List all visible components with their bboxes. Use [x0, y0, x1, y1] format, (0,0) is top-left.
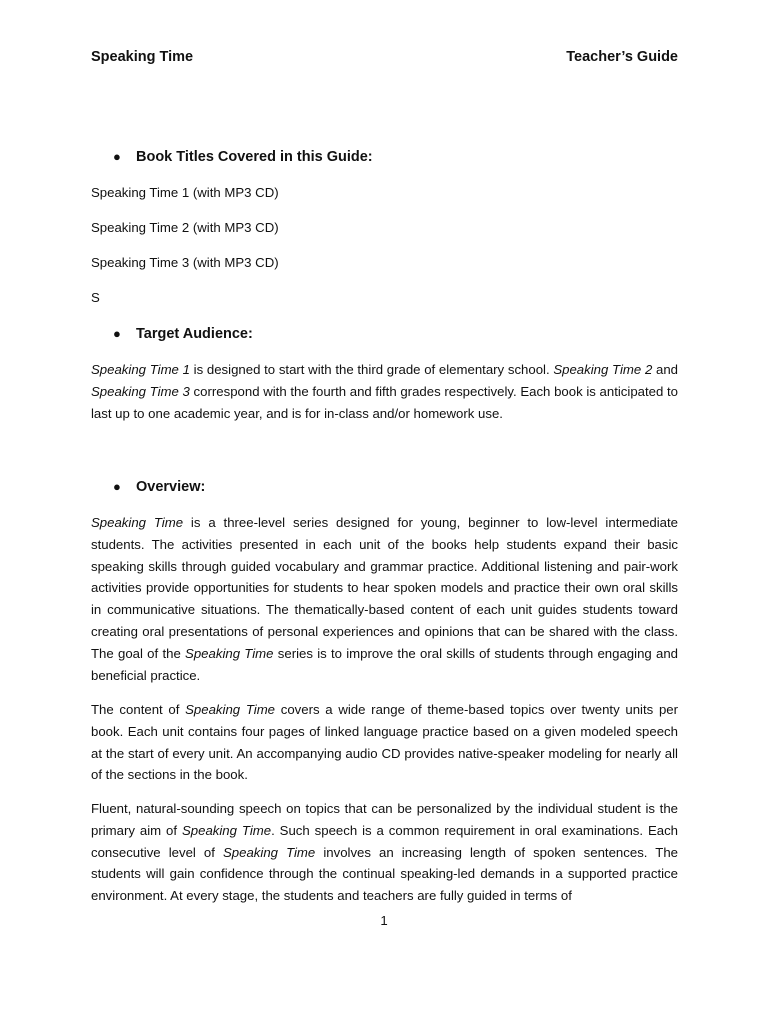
text-run: covers a wide range of theme-based topics over twenty units per book. Each unit contains four pages of linked language practice based on a given modeled speech at the start of every unit. An accompanying audio CD provides native-speaker modeling for nearly all of the sections in the book. — [91, 702, 679, 783]
text-run: The content of — [91, 702, 186, 717]
bullet-icon: ● — [113, 326, 121, 341]
bullet-icon: ● — [113, 479, 121, 494]
italic-title-run: Speaking Time — [185, 645, 274, 661]
section-heading-book-titles: ● Book Titles Covered in this Guide: — [113, 149, 373, 165]
overview-paragraph — [91, 699, 678, 786]
italic-title-run: Speaking Time — [91, 515, 184, 530]
bullet-icon: ● — [113, 149, 121, 164]
text-run: is a three-level series designed for young, beginner to low-level intermediate students. The activities presented in each unit of the books help students expand their basic speaking skills through guided vocabulary and grammar practice. Additional listening and pair-work activities provide opportunities for students to hear spoken models and practice their own oral skills in communicative situations. The thematically-based content of each unit guides students toward creating oral presentations of personal experiences and opinions that can be shared with the class. The goal of the — [91, 515, 679, 661]
book-title-item: Speaking Time 2 (with MP3 CD) — [91, 220, 279, 235]
text-run: . Such speech is a common requirement in oral examinations. Each consecutive level of — [91, 822, 679, 860]
text-run: is designed to start with the third grade of elementary school. — [189, 362, 554, 377]
italic-title-run: Speaking Time — [181, 822, 272, 838]
header-right-title: Teacher’s Guide — [566, 49, 678, 65]
text-run: Fluent, natural-sounding speech on topics that can be personalized by the individual student is the primary aim of — [91, 801, 678, 838]
page-header — [91, 47, 678, 67]
overview-paragraph — [91, 512, 678, 686]
overview-paragraph — [91, 798, 678, 907]
italic-title-run: Speaking Time — [185, 702, 276, 717]
italic-title-run: Speaking Time — [223, 844, 316, 860]
page-number: 1 — [380, 913, 388, 928]
text-run: involves an increasing length of spoken sentences. The students will gain confidence through the continual speaking-led demands in a supported practice environment. At every stage, the students and teachers are fully guided in terms of — [91, 844, 679, 904]
italic-title-run: Speaking Time 3 — [91, 383, 190, 399]
text-run: and — [652, 362, 678, 377]
book-title-item: Speaking Time 1 (with MP3 CD) — [91, 185, 279, 200]
section-heading-overview: ● Overview: — [113, 479, 206, 495]
text-run: series is to improve the oral skills of students through engaging and beneficial practice. — [91, 645, 679, 683]
italic-title-run: Speaking Time 1 — [91, 362, 190, 377]
book-title-item: Speaking Time 3 (with MP3 CD) — [91, 255, 279, 270]
header-left-title: Speaking Time — [91, 49, 194, 65]
text-run: correspond with the fourth and fifth grades respectively. Each book is anticipated to last up to one academic year, and is for in-class and/or homework use. — [91, 383, 679, 421]
stray-character: S — [91, 290, 100, 305]
section-heading-target-audience: ● Target Audience: — [113, 326, 253, 342]
audience-paragraph — [91, 359, 678, 424]
italic-title-run: Speaking Time 2 — [553, 362, 653, 377]
